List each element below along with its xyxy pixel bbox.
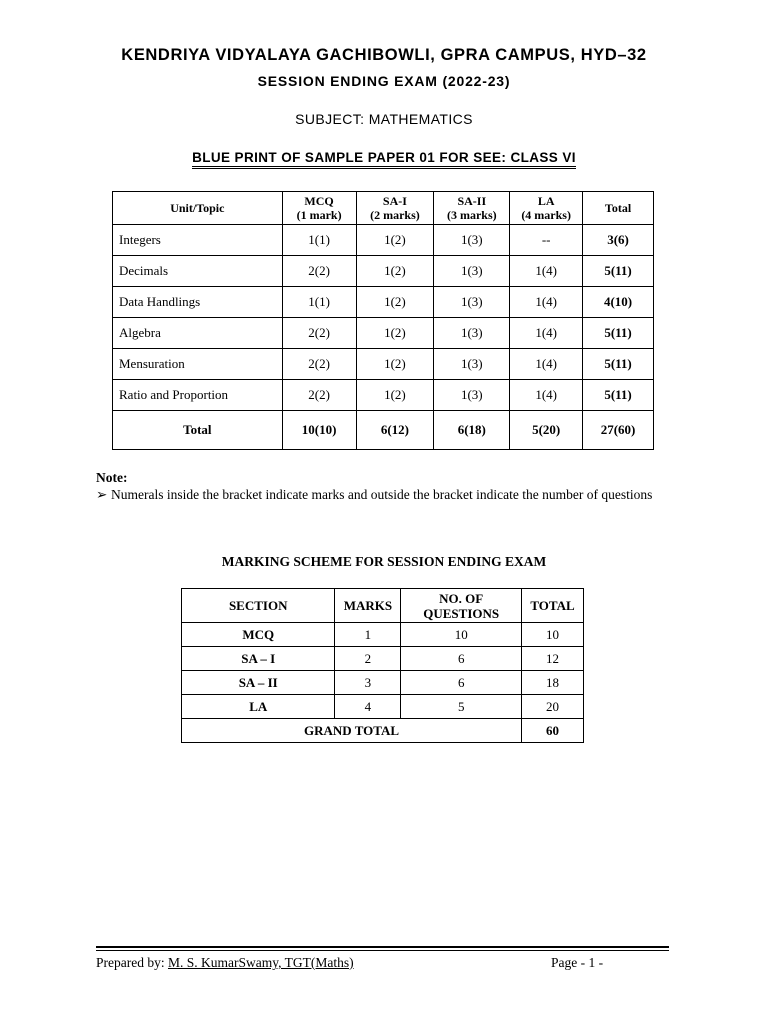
ms-total: 18 bbox=[522, 671, 584, 695]
table-row bbox=[113, 380, 654, 411]
table-row bbox=[113, 287, 654, 318]
total-la: 5(20) bbox=[510, 411, 583, 450]
ms-marks: 1 bbox=[335, 623, 401, 647]
row-topic: Integers bbox=[113, 225, 283, 256]
header-la: LA (4 marks) bbox=[510, 192, 583, 225]
note-title: Note: bbox=[96, 470, 128, 485]
marking-header-row bbox=[182, 589, 584, 623]
ms-marks: 2 bbox=[335, 647, 401, 671]
row-sa1: 1(2) bbox=[356, 380, 434, 411]
row-total: 5(11) bbox=[583, 380, 654, 411]
blueprint-title-text: BLUE PRINT OF SAMPLE PAPER 01 FOR SEE: CLASS VI bbox=[192, 150, 576, 169]
row-sa1: 1(2) bbox=[356, 256, 434, 287]
grand-total-label: GRAND TOTAL bbox=[182, 719, 522, 743]
blueprint-table bbox=[112, 191, 654, 450]
header-section: SECTION bbox=[182, 589, 335, 623]
school-title: KENDRIYA VIDYALAYA GACHIBOWLI, GPRA CAMPUS, HYD–32 bbox=[121, 46, 647, 64]
row-la: 1(4) bbox=[510, 380, 583, 411]
marking-scheme-title: MARKING SCHEME FOR SESSION ENDING EXAM bbox=[221, 554, 547, 569]
prepared-name: M. S. KumarSwamy, TGT(Maths) bbox=[167, 955, 354, 970]
ms-section: SA – II bbox=[182, 671, 335, 695]
table-row bbox=[182, 695, 584, 719]
table-row bbox=[113, 256, 654, 287]
ms-questions: 5 bbox=[401, 695, 522, 719]
total-sa2: 6(18) bbox=[434, 411, 510, 450]
header-sa2: SA-II (3 marks) bbox=[434, 192, 510, 225]
prepared-label: Prepared by: bbox=[96, 955, 168, 970]
row-total: 4(10) bbox=[583, 287, 654, 318]
row-sa2: 1(3) bbox=[434, 287, 510, 318]
footer-divider bbox=[96, 946, 669, 948]
header-sa1: SA-I (2 marks) bbox=[356, 192, 434, 225]
table-row bbox=[182, 623, 584, 647]
ms-total: 12 bbox=[522, 647, 584, 671]
note-text bbox=[96, 486, 670, 503]
total-total: 27(60) bbox=[583, 411, 654, 450]
ms-section: LA bbox=[182, 695, 335, 719]
ms-marks: 3 bbox=[335, 671, 401, 695]
ms-section: SA – I bbox=[182, 647, 335, 671]
table-row bbox=[113, 225, 654, 256]
ms-marks: 4 bbox=[335, 695, 401, 719]
row-sa2: 1(3) bbox=[434, 318, 510, 349]
row-sa2: 1(3) bbox=[434, 349, 510, 380]
ms-questions: 10 bbox=[401, 623, 522, 647]
exam-title: SESSION ENDING EXAM (2022-23) bbox=[257, 73, 511, 89]
ms-questions: 6 bbox=[401, 671, 522, 695]
row-total: 5(11) bbox=[583, 349, 654, 380]
row-sa2: 1(3) bbox=[434, 256, 510, 287]
header-topic: Unit/Topic bbox=[113, 192, 283, 225]
prepared-by bbox=[96, 955, 354, 971]
table-row bbox=[182, 671, 584, 695]
row-la: 1(4) bbox=[510, 287, 583, 318]
ms-total: 10 bbox=[522, 623, 584, 647]
marking-scheme-table bbox=[181, 588, 584, 743]
total-label: Total bbox=[113, 411, 283, 450]
total-sa1: 6(12) bbox=[356, 411, 434, 450]
row-sa1: 1(2) bbox=[356, 318, 434, 349]
row-mcq: 2(2) bbox=[282, 318, 356, 349]
row-topic: Data Handlings bbox=[113, 287, 283, 318]
row-sa2: 1(3) bbox=[434, 225, 510, 256]
row-mcq: 2(2) bbox=[282, 380, 356, 411]
row-total: 5(11) bbox=[583, 256, 654, 287]
header-total: Total bbox=[583, 192, 654, 225]
ms-total: 20 bbox=[522, 695, 584, 719]
page-number: Page - 1 - bbox=[551, 955, 604, 970]
row-sa1: 1(2) bbox=[356, 287, 434, 318]
blueprint-total-row bbox=[113, 411, 654, 450]
row-mcq: 1(1) bbox=[282, 225, 356, 256]
row-sa1: 1(2) bbox=[356, 225, 434, 256]
row-topic: Mensuration bbox=[113, 349, 283, 380]
row-total: 3(6) bbox=[583, 225, 654, 256]
header-mcq: MCQ (1 mark) bbox=[282, 192, 356, 225]
note-body: Numerals inside the bracket indicate marks and outside the bracket indicate the number of questions bbox=[111, 487, 653, 502]
arrow-bullet-icon: ➢ bbox=[96, 487, 108, 502]
row-mcq: 1(1) bbox=[282, 287, 356, 318]
row-la: 1(4) bbox=[510, 318, 583, 349]
row-topic: Decimals bbox=[113, 256, 283, 287]
header-questions: NO. OF QUESTIONS bbox=[401, 589, 522, 623]
blueprint-title bbox=[0, 150, 768, 165]
subject-title: SUBJECT: MATHEMATICS bbox=[295, 111, 473, 127]
ms-questions: 6 bbox=[401, 647, 522, 671]
row-la: -- bbox=[510, 225, 583, 256]
row-sa1: 1(2) bbox=[356, 349, 434, 380]
row-mcq: 2(2) bbox=[282, 349, 356, 380]
header-ms-total: TOTAL bbox=[522, 589, 584, 623]
row-la: 1(4) bbox=[510, 256, 583, 287]
table-row bbox=[182, 647, 584, 671]
row-topic: Ratio and Proportion bbox=[113, 380, 283, 411]
footer-divider-thin bbox=[96, 950, 669, 951]
header-marks: MARKS bbox=[335, 589, 401, 623]
row-la: 1(4) bbox=[510, 349, 583, 380]
table-row bbox=[113, 349, 654, 380]
grand-total-row bbox=[182, 719, 584, 743]
row-topic: Algebra bbox=[113, 318, 283, 349]
table-row bbox=[113, 318, 654, 349]
row-mcq: 2(2) bbox=[282, 256, 356, 287]
row-sa2: 1(3) bbox=[434, 380, 510, 411]
blueprint-header-row bbox=[113, 192, 654, 225]
grand-total-value: 60 bbox=[522, 719, 584, 743]
total-mcq: 10(10) bbox=[282, 411, 356, 450]
row-total: 5(11) bbox=[583, 318, 654, 349]
ms-section: MCQ bbox=[182, 623, 335, 647]
